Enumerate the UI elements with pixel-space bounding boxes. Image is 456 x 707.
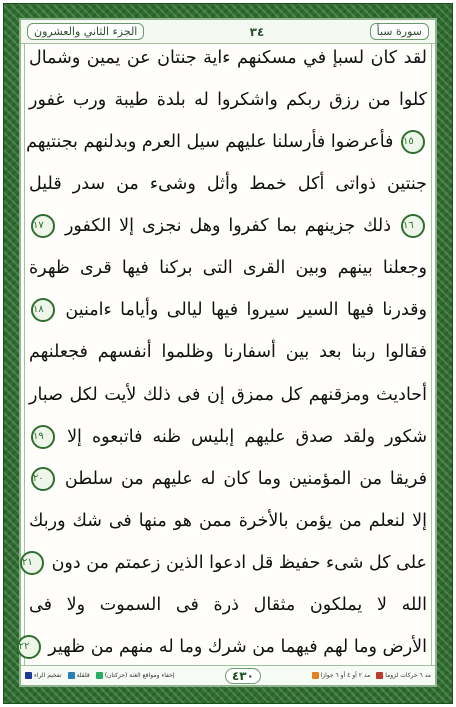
legend-item: مد ٦ حركات لزوما	[376, 672, 431, 679]
legend-swatch	[312, 672, 319, 679]
text-line-1: لقد كان لسبإ في مسكنهم ءاية جنتان عن يمين وشمال	[29, 48, 427, 68]
header-page-number: ٣٤	[249, 24, 265, 39]
text-line-6: وجعلنا بينهم وبين القرى التى بركنا فيها قرى ظهرة	[29, 258, 427, 279]
ayah-marker-18: ١٨	[31, 298, 55, 322]
text-line-3: ١٥ فأعرضوا فأرسلنا عليهم سيل العرم وبدلنهم بجنتيهم	[29, 130, 427, 154]
tajweed-legend	[25, 672, 174, 679]
page-content	[19, 18, 437, 687]
legend-item: إخفاء ومواقع الغنة (حركتان)	[96, 672, 175, 679]
surah-label: سورة سبأ	[370, 23, 429, 40]
legend-item: تفخيم الراء	[25, 672, 62, 679]
ayah-marker-20: ٢٠	[31, 467, 55, 491]
footer-page-number: ٤٣٠	[225, 668, 261, 684]
text-line-2: كلوا من رزق ربكم واشكروا له بلدة طيبة ورب غفور	[29, 90, 427, 111]
page-header	[21, 20, 435, 44]
tajweed-legend-2	[312, 672, 431, 679]
legend-item: قلقلة	[68, 672, 90, 679]
text-line-8: فقالوا ربنا بعد بين أسفارنا وظلموا أنفسهم فجعلنهم	[29, 342, 427, 363]
text-line-14: الله لا يملكون مثقال ذرة فى السموت ولا فى	[29, 594, 427, 615]
text-line-4: جنتين ذواتى أكل خمط وأثل وشىء من سدر قليل	[29, 174, 427, 195]
text-line-11: فريقا من المؤمنين وما كان له عليهم من سلطن ٢٠	[33, 468, 427, 489]
text-line-12: إلا لنعلم من يؤمن بالأخرة ممن هو منها فى شك وربك	[29, 510, 427, 531]
juz-label: الجزء الثاني والعشرون	[27, 23, 144, 40]
text-line-15: الأرض وما لهم فيهما من شرك وما له منهم من ظهير ٢٢	[18, 636, 427, 657]
text-line-7: وقدرنا فيها السير سيروا فيها ليالى وأياما ءامنين ١٨	[33, 300, 427, 321]
text-line-9: أحاديث ومزقنهم كل ممزق إن فى ذلك لأيت لكل صبار	[29, 384, 427, 405]
page-footer	[21, 665, 435, 685]
text-line-13: على كل شىء حفيظ قل ادعوا الذين زعمتم من دون ٢١	[21, 552, 427, 573]
legend-item: مد ٢ أو ٤ أو ٦ جوازا	[312, 672, 371, 679]
text-line-5: ١٦ ذلك جزينهم بما كفروا وهل نجزى إلا الكفور ١٧	[29, 214, 427, 238]
ayah-marker-15: ١٥	[401, 130, 425, 154]
legend-swatch	[25, 672, 32, 679]
ayah-marker-17: ١٧	[31, 214, 55, 238]
legend-swatch	[376, 672, 383, 679]
ayah-marker-21: ٢١	[20, 551, 44, 575]
quran-text	[18, 46, 427, 659]
ayah-marker-22: ٢٢	[17, 635, 41, 659]
page-frame	[3, 3, 453, 704]
legend-swatch	[68, 672, 75, 679]
text-line-10: شكور ولقد صدق عليهم إبليس ظنه فاتبعوه إلا ١٩	[33, 426, 427, 447]
ayah-marker-16: ١٦	[401, 214, 425, 238]
ayah-marker-19: ١٩	[31, 425, 55, 449]
legend-swatch	[96, 672, 103, 679]
